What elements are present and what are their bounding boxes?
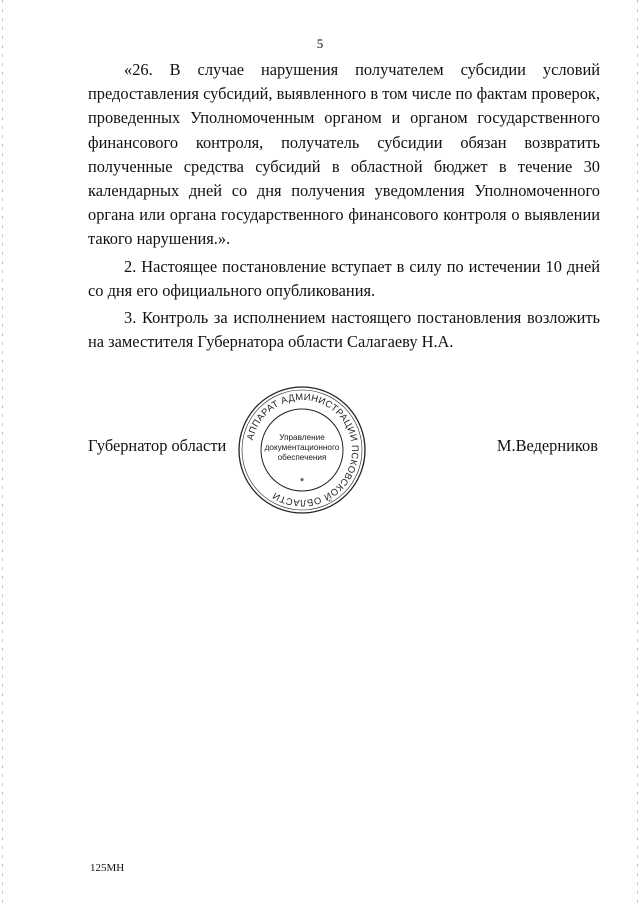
- paragraph-item-2: 2. Настоящее постановление вступает в силу по истечении 10 дней со дня его официального опубликования.: [88, 256, 600, 300]
- seal-star: *: [299, 476, 305, 488]
- signatory-name: М.Ведерников: [496, 436, 598, 455]
- seal-ring-text: АППАРАТ АДМИНИСТРАЦИИ ПСКОВСКОЙ ОБЛАСТИ: [244, 390, 362, 510]
- signatory-title: Губернатор области: [88, 436, 227, 455]
- document-body: [88, 58, 600, 354]
- seal-center-line-1: Управление: [279, 433, 325, 442]
- official-seal: [236, 384, 368, 516]
- scan-edge-left: [2, 0, 3, 905]
- page-number: 5: [316, 36, 324, 51]
- seal-center-line-3: обеспечения: [277, 453, 327, 462]
- scan-edge-right: [637, 0, 638, 905]
- document-code: 125МН: [90, 862, 125, 874]
- paragraph-item-26: «26. В случае нарушения получателем субсидии условий предоставления субсидий, выявленного в том числе по фактам проверок, проведенных Уполномоченным органом и органом государственного финансового контроля, получатель субсидии обязан возвратить полученные средства субсидий в областной бюджет в течение 30 календарных дней со дня получения уведомления Уполномоченного органа или органа государственного финансового контроля о выявлении такого нарушения.».: [88, 60, 600, 249]
- paragraph-item-3: 3. Контроль за исполнением настоящего постановления возложить на заместителя Губернатора области Салагаеву Н.А.: [88, 308, 600, 352]
- seal-center-line-2: документационного: [264, 443, 340, 452]
